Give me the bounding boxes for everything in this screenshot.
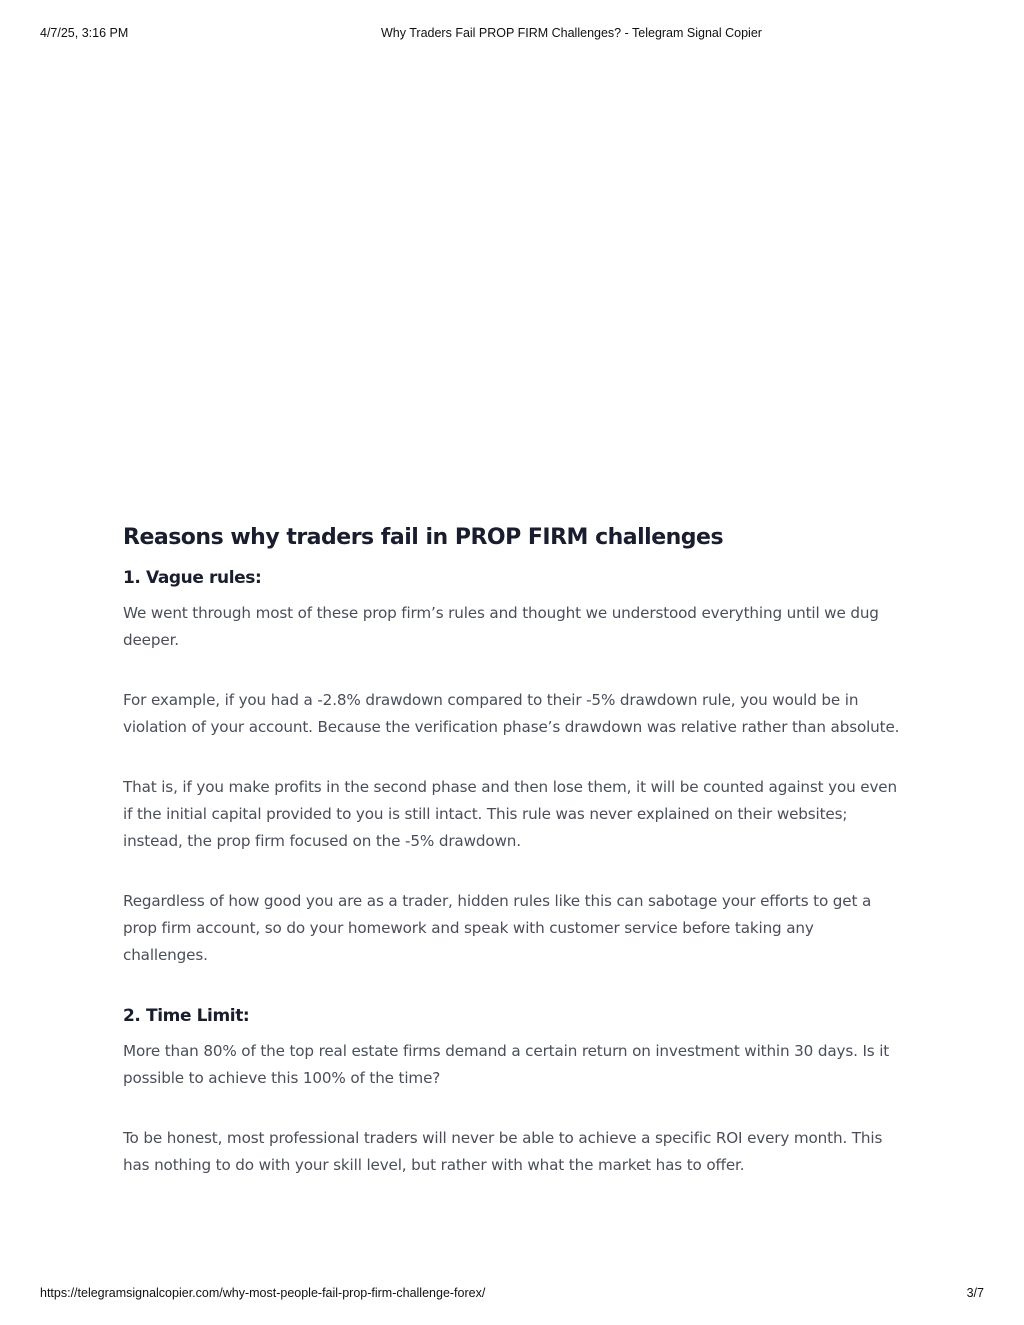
print-page-title: Why Traders Fail PROP FIRM Challenges? - Telegram Signal Copier	[381, 26, 762, 40]
paragraph: Regardless of how good you are as a trader, hidden rules like this can sabotage your efforts to get a prop firm account, so do your homework and speak with customer service before taking any challenges.	[123, 892, 872, 964]
section-heading-time-limit: 2. Time Limit:	[123, 1006, 250, 1026]
article-heading: Reasons why traders fail in PROP FIRM challenges	[123, 525, 724, 550]
paragraph: More than 80% of the top real estate firms demand a certain return on investment within 30 days. Is it possible to achieve this 100% of the time?	[123, 1042, 890, 1087]
print-footer	[0, 1286, 1024, 1302]
section-heading-vague-rules: 1. Vague rules:	[123, 568, 262, 588]
print-url: https://telegramsignalcopier.com/why-most-people-fail-prop-firm-challenge-forex/	[40, 1286, 486, 1300]
print-header	[0, 26, 1024, 42]
paragraph: That is, if you make profits in the second phase and then lose them, it will be counted against you even if the initial capital provided to you is still intact. This rule was never explained on their websites; instead, the prop firm focused on the -5% drawdown.	[123, 778, 897, 850]
print-page-number: 3/7	[966, 1286, 984, 1300]
paragraph: For example, if you had a -2.8% drawdown compared to their -5% drawdown rule, you would be in violation of your account. Because the verification phase’s drawdown was relative rather than absolute.	[123, 691, 900, 736]
article-body	[123, 520, 903, 1179]
paragraph: To be honest, most professional traders will never be able to achieve a specific ROI every month. This has nothing to do with your skill level, but rather with what the market has to offer.	[123, 1129, 883, 1174]
print-datetime: 4/7/25, 3:16 PM	[40, 26, 129, 40]
paragraph: We went through most of these prop firm’s rules and thought we understood everything until we dug deeper.	[123, 604, 879, 649]
